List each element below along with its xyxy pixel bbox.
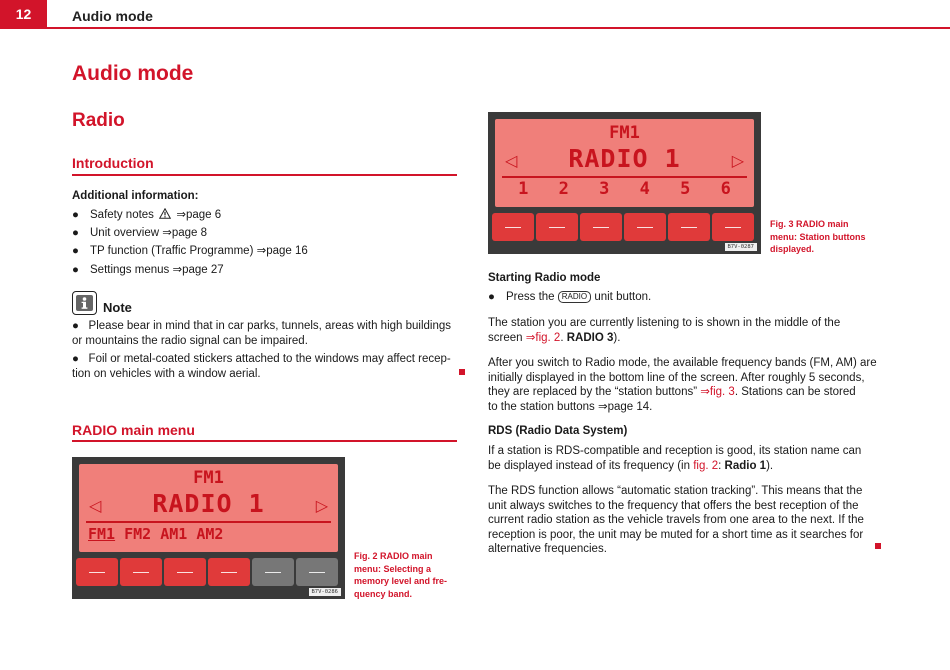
section-end-marker [459,369,465,375]
paragraph [488,484,864,557]
text-line: be displayed instead of its frequency (in [488,459,691,472]
warning-icon [159,208,171,219]
lcd-screen [79,464,338,552]
text-line: The station you are currently listening to is shown in the middle of the [488,317,841,329]
station-name: RADIO 1 [152,489,265,518]
emphasis-text: Radio 1 [724,459,767,472]
station-number: 5 [680,179,691,199]
page-reference-link[interactable]: ⇒page 16 [256,245,308,257]
list-item-text: Unit overview [90,227,160,239]
bullet-dot: ● [72,209,79,221]
bullet-dot: ● [72,353,79,365]
text-line: unit always switches to the frequency that offers the best reception of the [488,499,859,512]
station-number: 6 [720,179,731,199]
text-line: screen [488,331,523,344]
header-rule [47,27,950,29]
emphasis-text: RADIO 3 [566,331,614,344]
function-button[interactable] [120,558,162,586]
text-line: . Stations can be stored [734,386,856,398]
lcd-screen [495,119,754,207]
caption-line: quency band. [354,588,413,599]
station-button[interactable] [624,213,666,241]
band-list [88,525,223,543]
function-button[interactable] [208,558,250,586]
station-number: 4 [639,179,650,199]
arrow-left-icon: ◁ [89,498,102,515]
page-reference-link[interactable]: ⇒page 8 [162,227,208,239]
paragraph: If a station is RDS-compatible and reception is good, its station name can be displayed instead of its frequency (in fig. 2: Radio 1). [488,445,862,472]
band-label: FM1 [193,468,224,488]
list-item-text: unit button. [594,291,652,303]
text-line: they are replaced by the “station buttons” [488,386,698,398]
band-item: FM1 [88,525,116,543]
figure-3-caption [770,218,866,256]
caption-line: memory level and fre- [354,576,448,586]
note-text-line: Please bear in mind that in car parks, tunnels, areas with high buildings [88,320,451,332]
bullet-dot: ● [488,291,495,303]
paragraph: The station you are currently listening to is shown in the middle of the screen ⇒fig. 2. RADIO 3). [488,317,841,344]
additional-info-label: Additional information: [72,190,199,202]
station-number: 1 [518,179,529,199]
header-title: Audio mode [72,8,153,24]
paragraph [488,356,877,414]
list-item-text: Safety notes [90,209,154,221]
introduction-rule [72,174,457,176]
text-line: alternative frequencies. [488,543,607,555]
section-title: Radio [72,110,125,131]
band-item: FM2 [124,525,152,543]
figure-3-radio-display [488,112,761,254]
note-text-line: or mountains the radio signal can be impaired. [72,334,308,347]
text-line: to the station buttons ⇒page 14. [488,400,653,413]
function-button[interactable] [76,558,118,586]
note-text-line: tion on vehicles with a window aerial. [72,367,261,380]
station-button[interactable] [492,213,534,241]
note-paragraph-1 [72,319,451,348]
band-item: AM1 [160,525,188,543]
caption-line: menu: Station buttons [770,231,866,242]
bullet-dot: ● [72,264,79,276]
rds-heading: RDS (Radio Data System) [488,425,628,437]
info-icon [72,291,97,315]
radio-main-menu-rule [72,440,457,442]
radio-key-label: RADIO [558,291,591,303]
function-button[interactable] [164,558,206,586]
figure-code: B7V-0286 [309,588,342,596]
text-line: If a station is RDS-compatible and reception is good, its station name can [488,445,862,457]
caption-line: Fig. 2 RADIO main [354,551,433,561]
figure-2-radio-display [72,457,345,599]
bullet-dot: ● [72,320,79,332]
radio-main-menu-heading: RADIO main menu [72,422,195,438]
text-line: initially displayed in the bottom line of the screen. After roughly 5 seconds, [488,371,865,384]
page-number: 12 [0,0,47,29]
station-button[interactable] [712,213,754,241]
text-line: reception is poor, the unit may be muted for a short time as it searches for [488,528,864,541]
function-button[interactable] [252,558,294,586]
caption-line: Fig. 3 RADIO main [770,219,849,229]
starting-radio-heading: Starting Radio mode [488,272,601,284]
page-reference-link[interactable]: ⇒page 6 [176,209,222,221]
band-label: FM1 [609,123,640,143]
station-button[interactable] [536,213,578,241]
note-paragraph-2 [72,352,451,381]
arrow-left-icon: ◁ [505,153,518,170]
station-number: 2 [558,179,569,199]
lcd-divider [502,176,747,178]
arrow-right-icon: ▷ [731,153,744,170]
list-item-text: Press the [506,291,555,303]
station-button[interactable] [668,213,710,241]
station-button[interactable] [580,213,622,241]
section-end-marker [875,543,881,549]
figure-reference-link[interactable]: ⇒fig. 2 [525,331,561,344]
text-line: current radio station as the vehicle travels from one area to the next. If the [488,514,864,526]
note-title: Note [103,300,132,315]
caption-line: displayed. [770,244,815,254]
function-button[interactable] [296,558,338,586]
figure-2-caption [354,550,447,600]
caption-line: menu: Selecting a [354,563,432,574]
page-header [0,0,950,30]
list-item-text: TP function (Traffic Programme) [90,245,254,257]
chapter-title: Audio mode [72,62,194,85]
list-item-text: Settings menus [90,264,170,276]
station-number: 3 [599,179,610,199]
station-name: RADIO 1 [568,144,681,173]
introduction-heading: Introduction [72,155,154,171]
lcd-divider [86,521,331,523]
station-number-list [503,179,746,199]
page-reference-link[interactable]: ⇒page 27 [172,264,224,276]
note-text-line: Foil or metal-coated stickers attached to the windows may affect recep- [88,353,451,365]
figure-reference-link[interactable]: fig. 2 [693,459,719,472]
band-item: AM2 [196,525,224,543]
figure-code: B7V-0287 [725,243,758,251]
bullet-dot: ● [72,245,79,257]
text-line: After you switch to Radio mode, the available frequency bands (FM, AM) are [488,357,877,369]
bullet-dot: ● [72,227,79,239]
text-line: The RDS function allows “automatic station tracking”. This means that the [488,485,863,497]
arrow-right-icon: ▷ [315,498,328,515]
figure-reference-link[interactable]: ⇒fig. 3 [700,386,735,398]
